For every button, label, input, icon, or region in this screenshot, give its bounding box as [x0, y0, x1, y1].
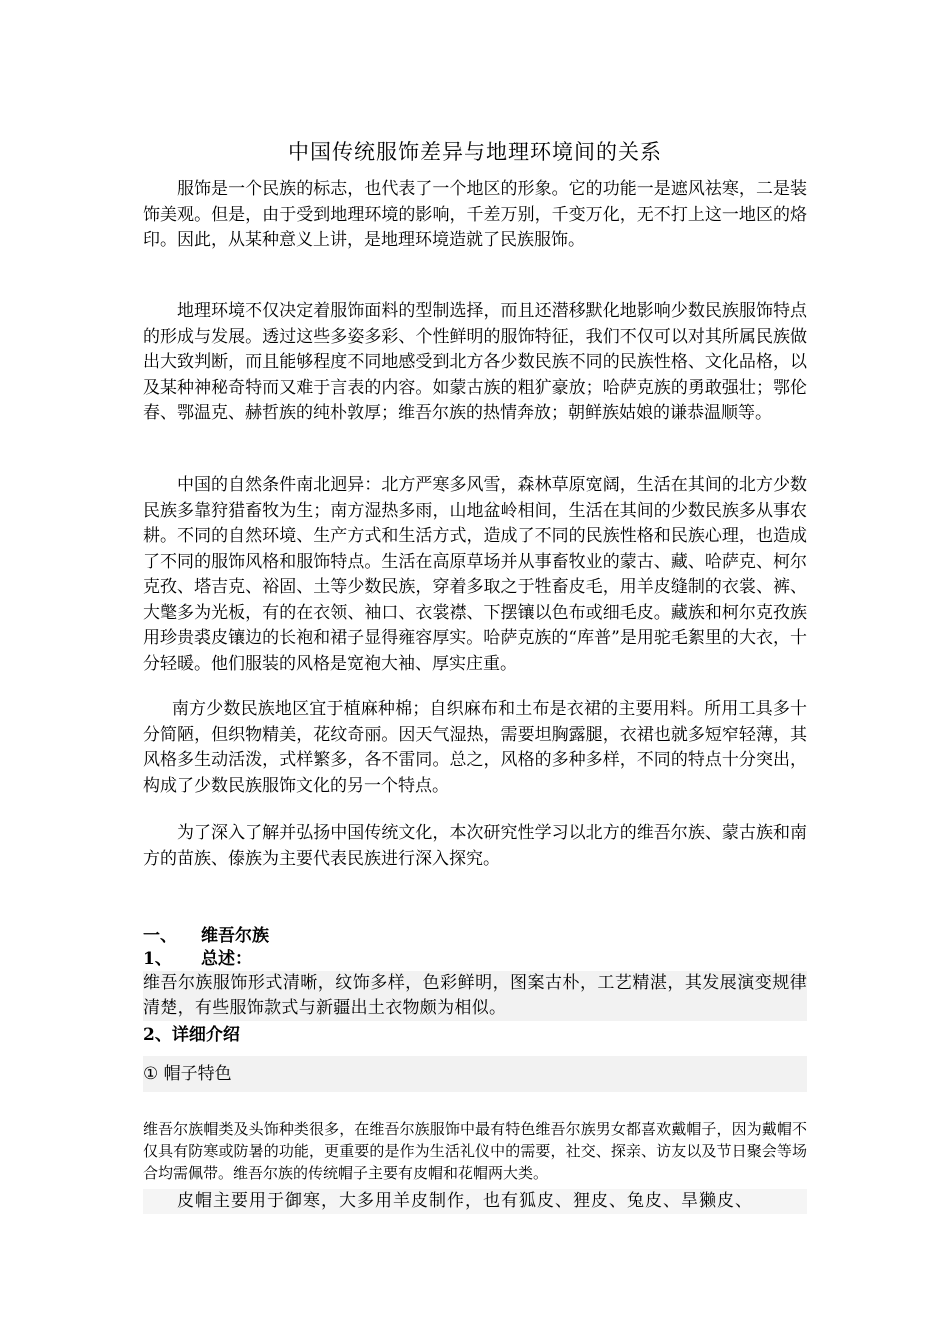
document-title: 中国传统服饰差异与地理环境间的关系 — [288, 140, 662, 164]
section-number: 一、 — [143, 926, 177, 946]
subsection-heading-details: 2、详细介绍 — [143, 1025, 240, 1045]
paragraph-text: 服饰是一个民族的标志，也代表了一个地区的形象。它的功能一是遮风祛寒，二是装饰美观。但是，由于受到地理环境的影响，千差万别，千变万化，无不打上这一地区的烙印。因此，从某种意义上讲，是地理环境造就了民族服饰。 — [143, 179, 807, 250]
paragraph-text: 南方少数民族地区宜于植麻种棉；自织麻布和土布是衣裙的主要用料。所用工具多十分简陋，但织物精美，花纹奇丽。因天气湿热，需要坦胸露腿，衣裙也就多短窄轻薄，其风格多生动活泼，式样繁多，各不雷同。总之，风格的多种多样，不同的特点十分突出，构成了少数民族服饰文化的另一个特点。 — [143, 699, 807, 796]
hat-description: 维吾尔族帽类及头饰种类很多，在维吾尔族服饰中最有特色维吾尔族男女都喜欢戴帽子，因为戴帽不仅具有防寒或防暑的功能，更重要的是作为生活礼仪中的需要，社交、探亲、访友以及节日聚会等场合均需佩带。维吾尔族的传统帽子主要有皮帽和花帽两大类。 — [143, 1120, 807, 1182]
paragraph-2 — [143, 299, 807, 427]
paragraph-4 — [143, 697, 807, 799]
section-heading-uyghur — [143, 924, 807, 948]
section-title: 维吾尔族 — [201, 926, 269, 946]
subsection-heading-overview — [143, 947, 807, 971]
paragraph-text: 中国的自然条件南北迥异：北方严寒多风雪，森林草原宽阔，生活在其间的北方少数民族多靠狩猎畜牧为生；南方湿热多雨，山地盆岭相间，生活在其间的少数民族多从事农耕。不同的自然环境、生产方式和生活方式，造成了不同的民族性格和民族心理，也造成了不同的服饰风格和服饰特点。生活在高原草场并从事畜牧业的蒙古、藏、哈萨克、柯尔克孜、塔吉克、裕固、土等少数民族，穿着多取之于牲畜皮毛，用羊皮缝制的衣裳、裤、大氅多为光板，有的在衣领、袖口、衣裳襟、下摆镶以色布或细毛皮。藏族和柯尔克孜族用珍贵裘皮镶边的长袍和裙子显得雍容厚实。哈萨克族的“库普”是用驼毛絮里的大衣，十分轻暖。他们服装的风格是宽袍大袖、厚实庄重。 — [143, 475, 807, 674]
summary-text: 维吾尔族服饰形式清晰，纹饰多样，色彩鲜明，图案古朴，工艺精湛，其发展演变规律清楚，有些服饰款式与新疆出土衣物颇为相似。 — [143, 973, 807, 1018]
fur-hat-text: 皮帽主要用于御寒，大多用羊皮制作，也有狐皮、狸皮、兔皮、旱獭皮、 — [143, 1189, 807, 1214]
paragraph-text: 地理环境不仅决定着服饰面料的型制选择，而且还潜移默化地影响少数民族服饰特点的形成与发展。透过这些多姿多彩、个性鲜明的服饰特征，我们不仅可以对其所属民族做出大致判断，而且能够程度不同地感受到北方各少数民族不同的民族性格、文化品格，以及某种神秘奇特而又难于言表的内容。如蒙古族的粗犷豪放；哈萨克族的勇敢强壮；鄂伦春、鄂温克、赫哲族的纯朴敦厚；维吾尔族的热情奔放；朝鲜族姑娘的谦恭温顺等。 — [143, 301, 807, 423]
subsection-title: 总述： — [201, 949, 252, 969]
subsection-number: 1、 — [143, 949, 172, 969]
hat-heading: ① 帽子特色 — [143, 1064, 232, 1084]
paragraph-3 — [143, 473, 807, 677]
paragraph-1 — [143, 177, 807, 254]
paragraph-5 — [143, 821, 807, 872]
paragraph-text: 为了深入了解并弘扬中国传统文化，本次研究性学习以北方的维吾尔族、蒙古族和南方的苗族、傣族为主要代表民族进行深入探究。 — [143, 823, 807, 869]
summary-block — [143, 971, 807, 1021]
hat-heading-block — [143, 1056, 807, 1092]
